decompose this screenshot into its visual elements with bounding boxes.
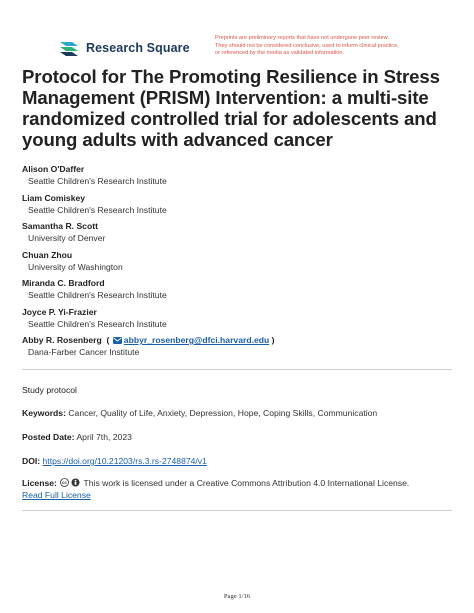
cc-icon: [60, 478, 69, 487]
author-affiliation: Seattle Children's Research Institute: [28, 318, 167, 329]
preprint-notice-line: or referenced by the media as validated information.: [215, 50, 345, 57]
author-affiliation: Seattle Children's Research Institute: [28, 176, 167, 186]
by-icon: [71, 478, 80, 487]
author-entry: [22, 163, 452, 192]
author-entry: [22, 220, 452, 249]
author-name: Liam Comiskey: [22, 192, 86, 203]
read-full-license-link[interactable]: Read Full License: [22, 490, 91, 500]
posted-date-label: Posted Date:: [22, 432, 75, 442]
article-type: Study protocol: [22, 385, 77, 395]
author-name: Joyce P. Yi-Frazier: [22, 306, 97, 317]
keywords-label: Keywords:: [22, 408, 66, 418]
author-affiliation: Seattle Children's Research Institute: [28, 290, 167, 300]
doi-label: DOI:: [22, 456, 41, 466]
preprint-notice-line: They should not be considered conclusive, used to inform clinical practice,: [215, 42, 399, 49]
email-close-paren: ): [271, 335, 275, 345]
author-affiliation: University of Washington: [28, 261, 123, 272]
preprint-notice-line: Preprints are preliminary reports that have not undergone peer review.: [215, 35, 389, 41]
keywords-value: Cancer, Quality of Life, Anxiety, Depression, Hope, Coping Skills, Communication: [68, 408, 378, 418]
author-list: [22, 163, 452, 363]
author-name: Alison O'Daffer: [22, 164, 85, 174]
research-square-logo-icon: [58, 38, 80, 58]
divider: [22, 510, 452, 511]
license-label: License:: [22, 478, 57, 488]
doi-row: [22, 455, 452, 467]
posted-date-row: [22, 431, 452, 443]
posted-date-value: April 7th, 2023: [76, 432, 132, 442]
page-title: Protocol for The Promoting Resilience in Stress Management (PRISM) Intervention: a multi-site randomized controlled trial for adolescents and young adults with advanced cancer: [22, 66, 440, 150]
divider: [22, 369, 452, 370]
doi-link[interactable]: https://doi.org/10.21203/rs.3.rs-2748874/v1: [42, 456, 207, 466]
header: [58, 36, 458, 64]
preprint-notice: [215, 35, 450, 58]
author-affiliation: Dana-Farber Cancer Institute: [28, 347, 140, 357]
corresponding-author-line: [22, 334, 452, 346]
author-affiliation: Seattle Children's Research Institute: [28, 204, 167, 215]
keywords-row: [22, 407, 452, 419]
author-name: Chuan Zhou: [22, 249, 73, 260]
author-entry: [22, 306, 452, 335]
email-open-paren: (: [106, 335, 110, 345]
research-square-logo[interactable]: [58, 38, 190, 58]
author-name: Samantha R. Scott: [22, 221, 98, 231]
author-entry: [22, 249, 452, 278]
license-row: [22, 477, 452, 501]
license-text: This work is licensed under a Creative Commons Attribution 4.0 International License.: [83, 478, 410, 488]
svg-text:cc: cc: [62, 480, 68, 486]
author-name: Miranda C. Bradford: [22, 278, 105, 288]
author-name: Abby R. Rosenberg: [22, 335, 102, 345]
page-number: Page 1/16: [223, 593, 251, 600]
author-entry: [22, 277, 452, 306]
email-icon: [113, 337, 122, 344]
author-affiliation: University of Denver: [28, 233, 106, 243]
author-entry: [22, 192, 452, 221]
logo-text: Research Square: [86, 41, 190, 55]
email-link[interactable]: abbyr_rosenberg@dfci.harvard.edu: [123, 335, 270, 345]
corresponding-author-entry: [22, 334, 452, 363]
